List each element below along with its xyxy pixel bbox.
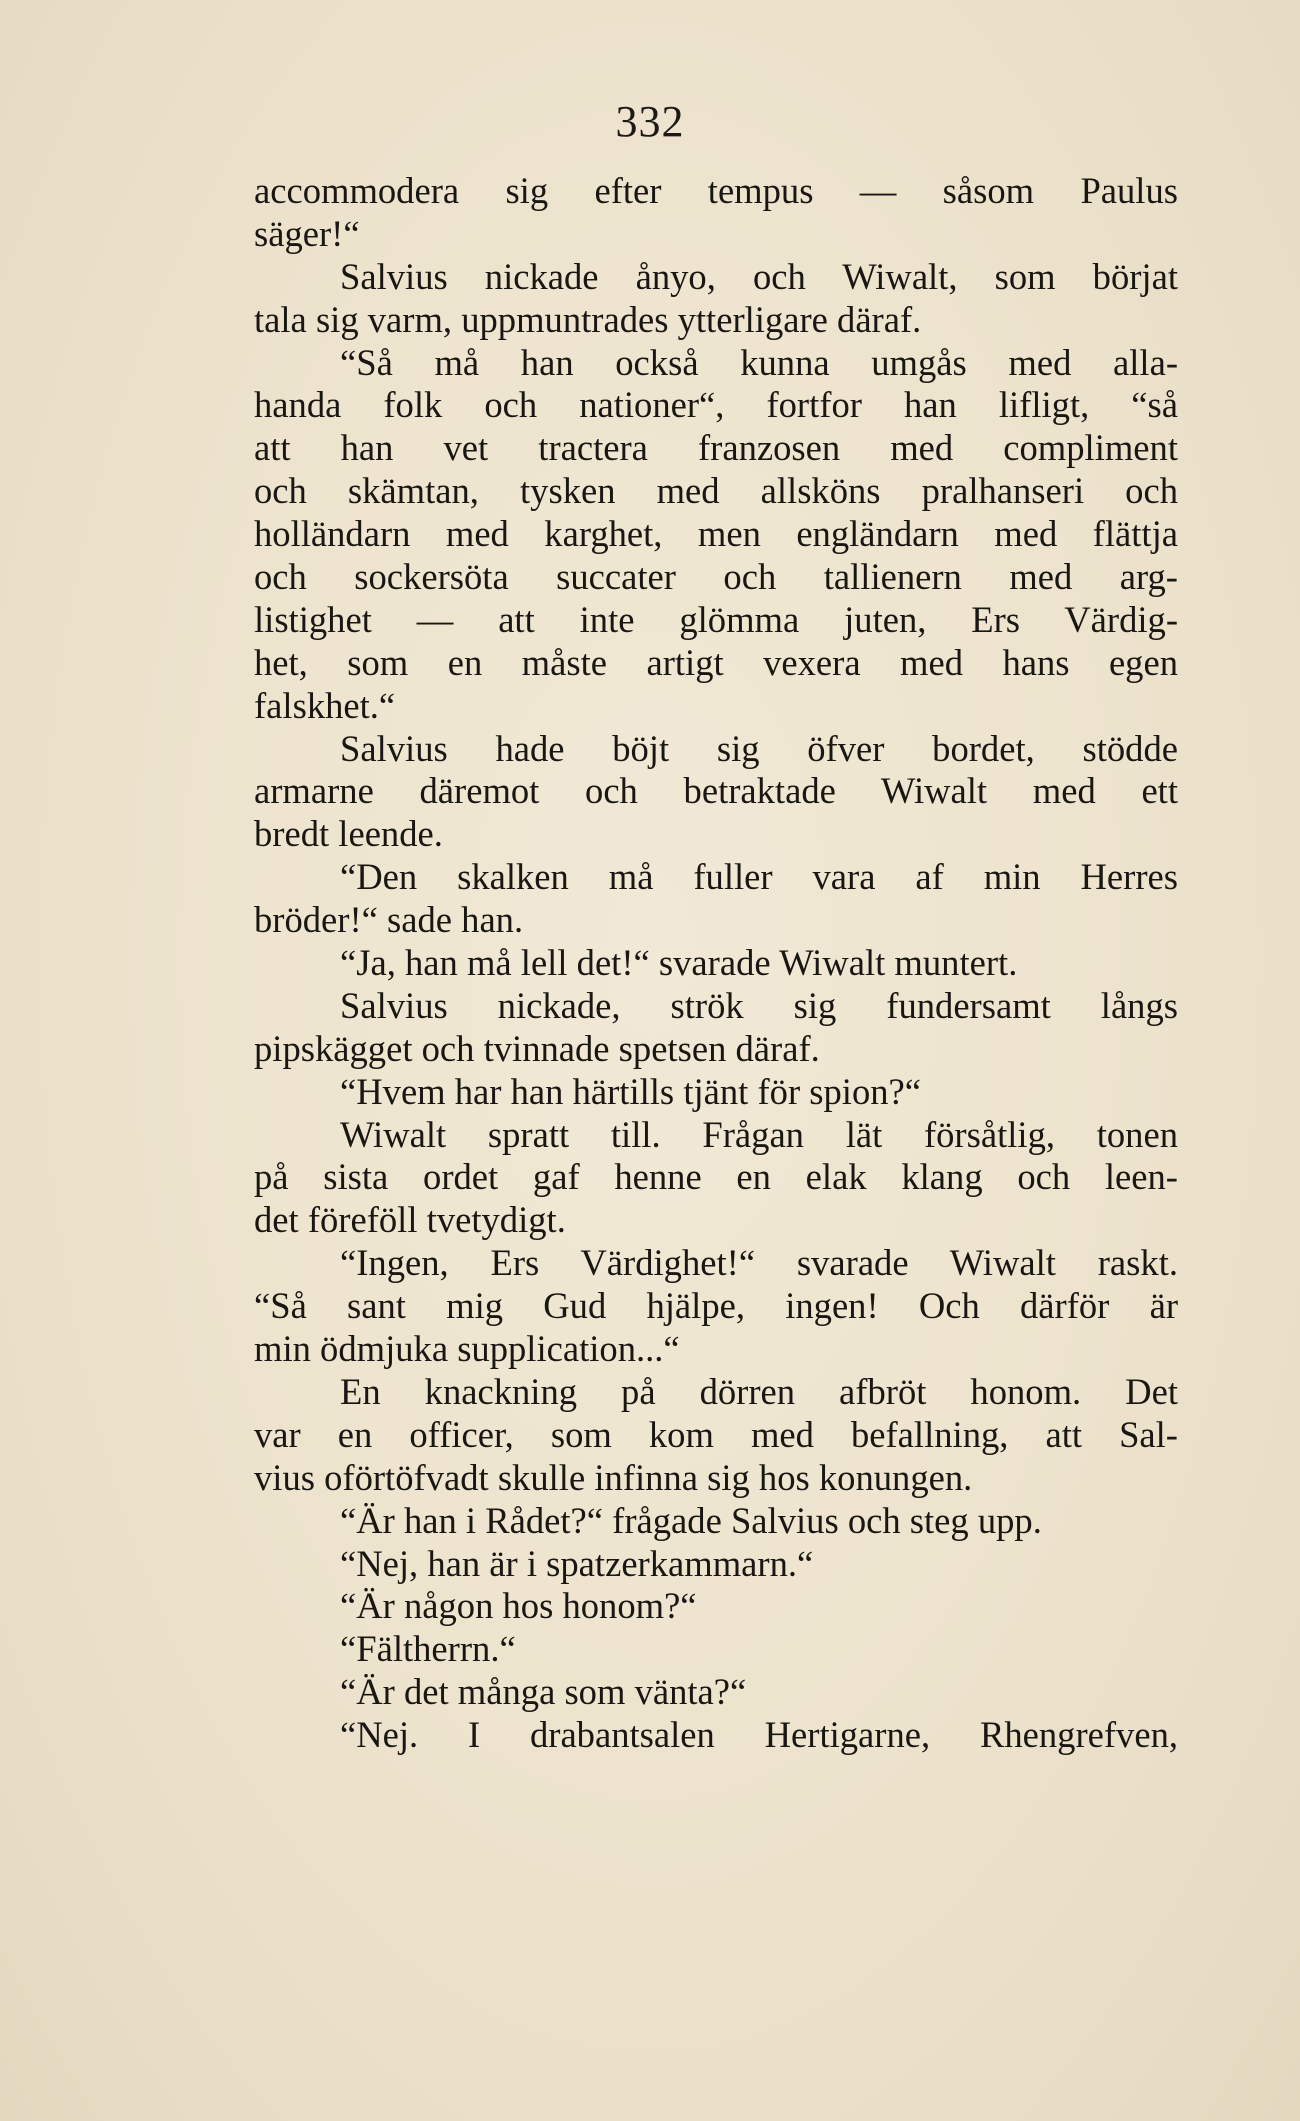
text-line: “Är någon hos honom?“ <box>340 1585 697 1627</box>
text-line: Salvius nickade ånyo, och Wiwalt, som börjat <box>340 255 1178 297</box>
text-line: och sockersöta succater och tallienern med arg- <box>254 556 1178 598</box>
text-line: Wiwalt spratt till. Frågan lät försåtlig, tonen <box>340 1113 1178 1155</box>
text-line: på sista ordet gaf henne en elak klang och leen- <box>254 1156 1178 1198</box>
text-line: vius oförtöfvadt skulle infinna sig hos konungen. <box>254 1456 973 1498</box>
text-line: min ödmjuka supplication...“ <box>254 1328 680 1370</box>
text-line: handa folk och nationer“, fortfor han lifligt, “så <box>254 384 1178 426</box>
text-line: pipskägget och tvinnade spetsen däraf. <box>254 1027 820 1069</box>
body-text <box>254 170 1178 1757</box>
text-line: listighet — att inte glömma juten, Ers Värdig- <box>254 598 1178 640</box>
text-line: var en officer, som kom med befallning, att Sal- <box>254 1413 1178 1455</box>
text-line: Salvius hade böjt sig öfver bordet, stödde <box>340 727 1178 769</box>
text-line: En knackning på dörren afbröt honom. Det <box>340 1370 1178 1412</box>
text-line: bröder!“ sade han. <box>254 899 524 941</box>
text-line: “Är det många som vänta?“ <box>340 1671 747 1713</box>
text-line: “Nej, han är i spatzerkammarn.“ <box>340 1542 814 1584</box>
text-line: “Är han i Rådet?“ frågade Salvius och steg upp. <box>340 1499 1042 1541</box>
text-line: armarne däremot och betraktade Wiwalt med ett <box>254 770 1178 812</box>
text-line: att han vet tractera franzosen med compliment <box>254 427 1178 469</box>
text-line: het, som en måste artigt vexera med hans egen <box>254 641 1178 683</box>
text-line: Salvius nickade, strök sig fundersamt långs <box>340 984 1178 1026</box>
text-line: “Ja, han må lell det!“ svarade Wiwalt muntert. <box>340 942 1018 984</box>
text-line: och skämtan, tysken med allsköns pralhanseri och <box>254 470 1178 512</box>
text-line: “Ingen, Ers Värdighet!“ svarade Wiwalt raskt. <box>340 1242 1178 1284</box>
text-line: “Den skalken må fuller vara af min Herres <box>340 856 1178 898</box>
text-line: “Nej. I drabantsalen Hertigarne, Rhengrefven, <box>340 1714 1178 1756</box>
text-line: accommodera sig efter tempus — såsom Paulus <box>254 170 1178 211</box>
text-line: säger!“ <box>254 212 360 254</box>
page-number: 332 <box>615 97 685 146</box>
text-line: det föreföll tvetydigt. <box>254 1199 566 1241</box>
text-line: holländarn med karghet, men engländarn med flättja <box>254 513 1178 555</box>
text-line: bredt leende. <box>254 813 443 855</box>
text-line: “Så sant mig Gud hjälpe, ingen! Och därför är <box>254 1285 1178 1327</box>
text-line: “Fältherrn.“ <box>340 1628 516 1670</box>
text-line: tala sig varm, uppmuntrades ytterligare däraf. <box>254 298 922 340</box>
text-line: “Så må han också kunna umgås med alla- <box>340 341 1178 383</box>
text-line: falskhet.“ <box>254 684 396 726</box>
text-line: “Hvem har han härtills tjänt för spion?“ <box>340 1070 921 1112</box>
